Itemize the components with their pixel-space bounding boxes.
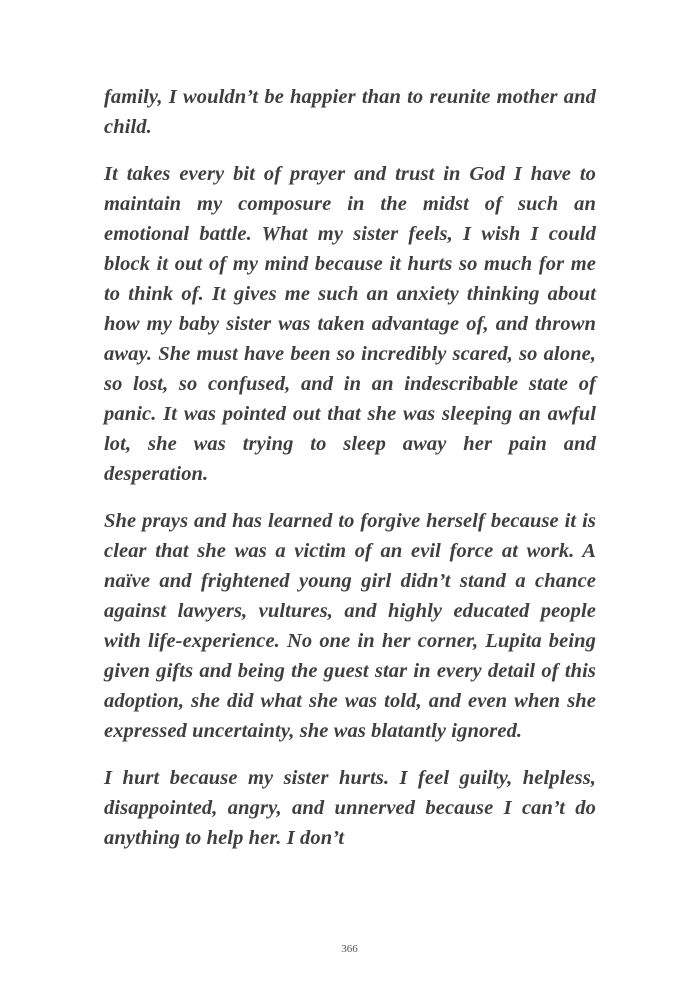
paragraph-4: I hurt because my sister hurts. I feel guilty, helpless, disappointed, angry, and unnerved because I can’t do anything to help her. I don’t [104, 767, 596, 849]
paragraph-2: It takes every bit of prayer and trust in God I have to maintain my composure in the midst of such an emotional battle. What my sister feels, I wish I could block it out of my mind because it hurts so much for me to think of. It gives me such an anxiety thinking about how my baby sister was taken advantage of, and thrown away. She must have been so incredibly scared, so alone, so lost, so confused, and in an indescribable state of panic. It was pointed out that she was sleeping an awful lot, she was trying to sleep away her pain and desperation. [104, 163, 596, 485]
paragraph-3: She prays and has learned to forgive herself because it is clear that she was a victim of an evil force at work. A naïve and frightened young girl didn’t stand a chance against lawyers, vultures, and highly educated people with life-experience. No one in her corner, Lupita being given gifts and being the guest star in every detail of this adoption, she did what she was told, and even when she expressed uncertainty, she was blatantly ignored. [104, 510, 596, 742]
paragraph-1: family, I wouldn’t be happier than to reunite mother and child. [104, 86, 596, 138]
page-number: 366 [341, 943, 358, 955]
body-text [104, 82, 596, 870]
